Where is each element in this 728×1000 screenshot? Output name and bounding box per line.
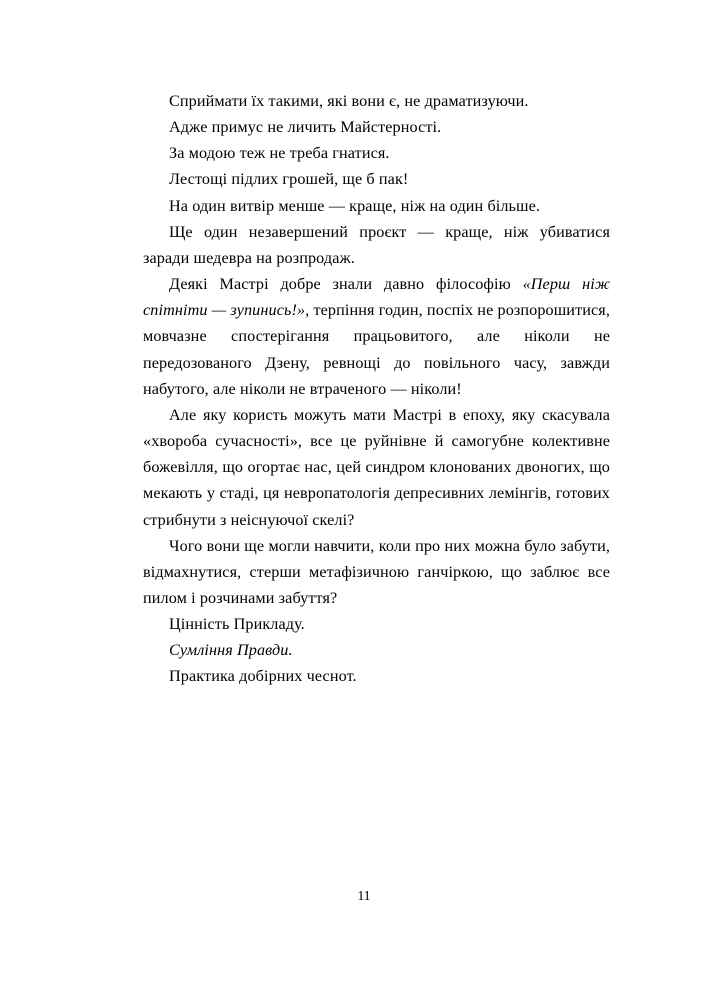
text-run: За модою теж не треба гнатися.	[169, 144, 390, 163]
text-run: Адже примус не личить Майстерності.	[169, 118, 442, 137]
text-run: Ще один незавершений проєкт — краще, ніж убиватися заради шедевра на розпродаж.	[143, 222, 610, 267]
paragraph	[143, 402, 610, 533]
paragraph	[143, 166, 610, 192]
paragraph	[143, 611, 610, 637]
text-run: Деякі Мастрі добре знали давно філософію	[169, 275, 523, 294]
text-run: Сприймати їх такими, які вони є, не драматизуючи.	[169, 92, 529, 110]
page-body-text	[143, 88, 610, 690]
text-run: Лестощі підлих грошей, ще б пак!	[169, 170, 409, 189]
paragraph	[143, 140, 610, 166]
paragraph	[143, 271, 610, 402]
paragraph	[143, 533, 610, 611]
text-run: Але яку користь можуть мати Мастрі в епоху, яку скасувала «хвороба сучасності», все це руйнівне й самогубне колективне божевілля, що огортає нас, цей синдром клонованих двоногих, що мекають у стаді, ця невропатологія депресивних лемінгів, готових стрибнути з неіснуючої скелі?	[143, 405, 610, 529]
text-run: На один витвір менше — краще, ніж на один більше.	[169, 196, 541, 215]
paragraph	[143, 88, 610, 114]
text-run: Цінність Прикладу.	[169, 615, 305, 634]
text-run-italic: «Перш ніж спітніти — зупинись!»	[143, 275, 610, 320]
paragraph	[143, 637, 610, 663]
text-run: Практика добірних чеснот.	[169, 667, 357, 686]
text-run: , терпіння годин, поспіх не розпорошитися, мовчазне спостерігання працьовитого, але ніколи не передозованого Дзену, ревнощі до повільного часу, завжди набутого, але ніколи не втраченого — ніколи!	[143, 301, 610, 398]
paragraph	[143, 193, 610, 219]
paragraph	[143, 114, 610, 140]
paragraph	[143, 219, 610, 271]
paragraph	[143, 663, 610, 689]
text-run: Чого вони ще могли навчити, коли про них можна було забути, відмахнутися, стерши метафізичною ганчіркою, що заблює все пилом і розчинами забуття?	[143, 536, 610, 607]
text-run-italic: Сумління Правди.	[169, 641, 293, 660]
page-number: 11	[357, 888, 371, 903]
